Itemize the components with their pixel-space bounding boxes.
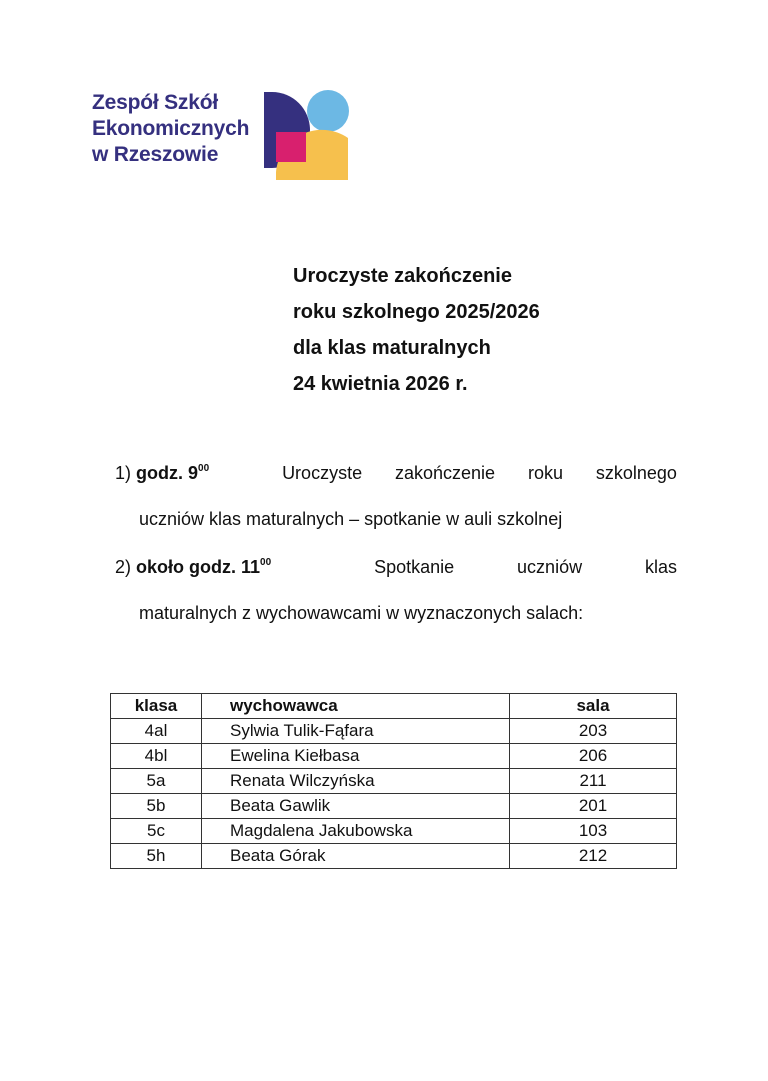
item-2-word: uczniów xyxy=(517,557,583,577)
table-row xyxy=(111,769,677,794)
logo-graphic-icon xyxy=(264,88,354,180)
cell-room: 103 xyxy=(510,819,677,844)
logo-line-3: w Rzeszowie xyxy=(92,143,219,166)
cell-class: 5a xyxy=(111,769,202,794)
item-2-time-sup: 00 xyxy=(260,557,272,568)
cell-teacher: Sylwia Tulik-Fąfara xyxy=(202,719,510,744)
page-title xyxy=(293,258,540,402)
table-row xyxy=(111,744,677,769)
item-2-continuation: maturalnych z wychowawcami w wyznaczonych salach: xyxy=(139,603,584,623)
cell-class: 5c xyxy=(111,819,202,844)
header-class: klasa xyxy=(111,694,202,719)
title-line-3: dla klas maturalnych xyxy=(293,337,491,359)
cell-teacher: Magdalena Jakubowska xyxy=(202,819,510,844)
cell-teacher: Renata Wilczyńska xyxy=(202,769,510,794)
title-line-2: roku szkolnego 2025/2026 xyxy=(293,301,540,323)
table-row xyxy=(111,794,677,819)
item-1-number: 1) xyxy=(115,463,132,483)
item-2-number: 2) xyxy=(115,557,132,577)
table-row xyxy=(111,819,677,844)
cell-class: 5h xyxy=(111,844,202,869)
cell-room: 212 xyxy=(510,844,677,869)
logo-text xyxy=(92,90,249,168)
logo-blue-circle xyxy=(307,90,349,132)
header-room: sala xyxy=(510,694,677,719)
header-teacher: wychowawca xyxy=(202,694,510,719)
item-2-lead xyxy=(115,557,271,578)
cell-room: 201 xyxy=(510,794,677,819)
logo-line-2: Ekonomicznych xyxy=(92,117,250,140)
table-header-row xyxy=(111,694,677,719)
cell-room: 206 xyxy=(510,744,677,769)
schedule-item-1 xyxy=(115,463,677,530)
logo-magenta-square xyxy=(276,132,306,162)
title-line-4: 24 kwietnia 2026 r. xyxy=(293,373,468,395)
cell-room: 211 xyxy=(510,769,677,794)
table-row xyxy=(111,719,677,744)
cell-class: 5b xyxy=(111,794,202,819)
cell-teacher: Beata Górak xyxy=(202,844,510,869)
item-1-word: szkolnego xyxy=(595,463,677,483)
item-1-lead xyxy=(115,463,209,484)
item-2-word: klas xyxy=(644,557,677,577)
school-logo xyxy=(92,88,354,180)
cell-class: 4al xyxy=(111,719,202,744)
class-rooms-table xyxy=(110,693,677,869)
cell-teacher: Ewelina Kiełbasa xyxy=(202,744,510,769)
cell-teacher: Beata Gawlik xyxy=(202,794,510,819)
title-line-1: Uroczyste zakończenie xyxy=(293,265,512,287)
item-1-word: zakończenie xyxy=(394,463,496,483)
cell-class: 4bl xyxy=(111,744,202,769)
logo-line-1: Zespół Szkół xyxy=(92,91,218,114)
table-row xyxy=(111,844,677,869)
schedule-item-2 xyxy=(115,557,677,624)
cell-room: 203 xyxy=(510,719,677,744)
item-1-time: godz. 9 xyxy=(136,463,199,483)
item-2-word: Spotkanie xyxy=(374,557,455,577)
item-1-word: Uroczyste xyxy=(282,463,363,483)
item-1-time-sup: 00 xyxy=(198,463,210,474)
item-1-word: roku xyxy=(527,463,563,483)
item-1-continuation: uczniów klas maturalnych – spotkanie w auli szkolnej xyxy=(139,509,563,529)
item-2-time: około godz. 11 xyxy=(136,557,261,577)
